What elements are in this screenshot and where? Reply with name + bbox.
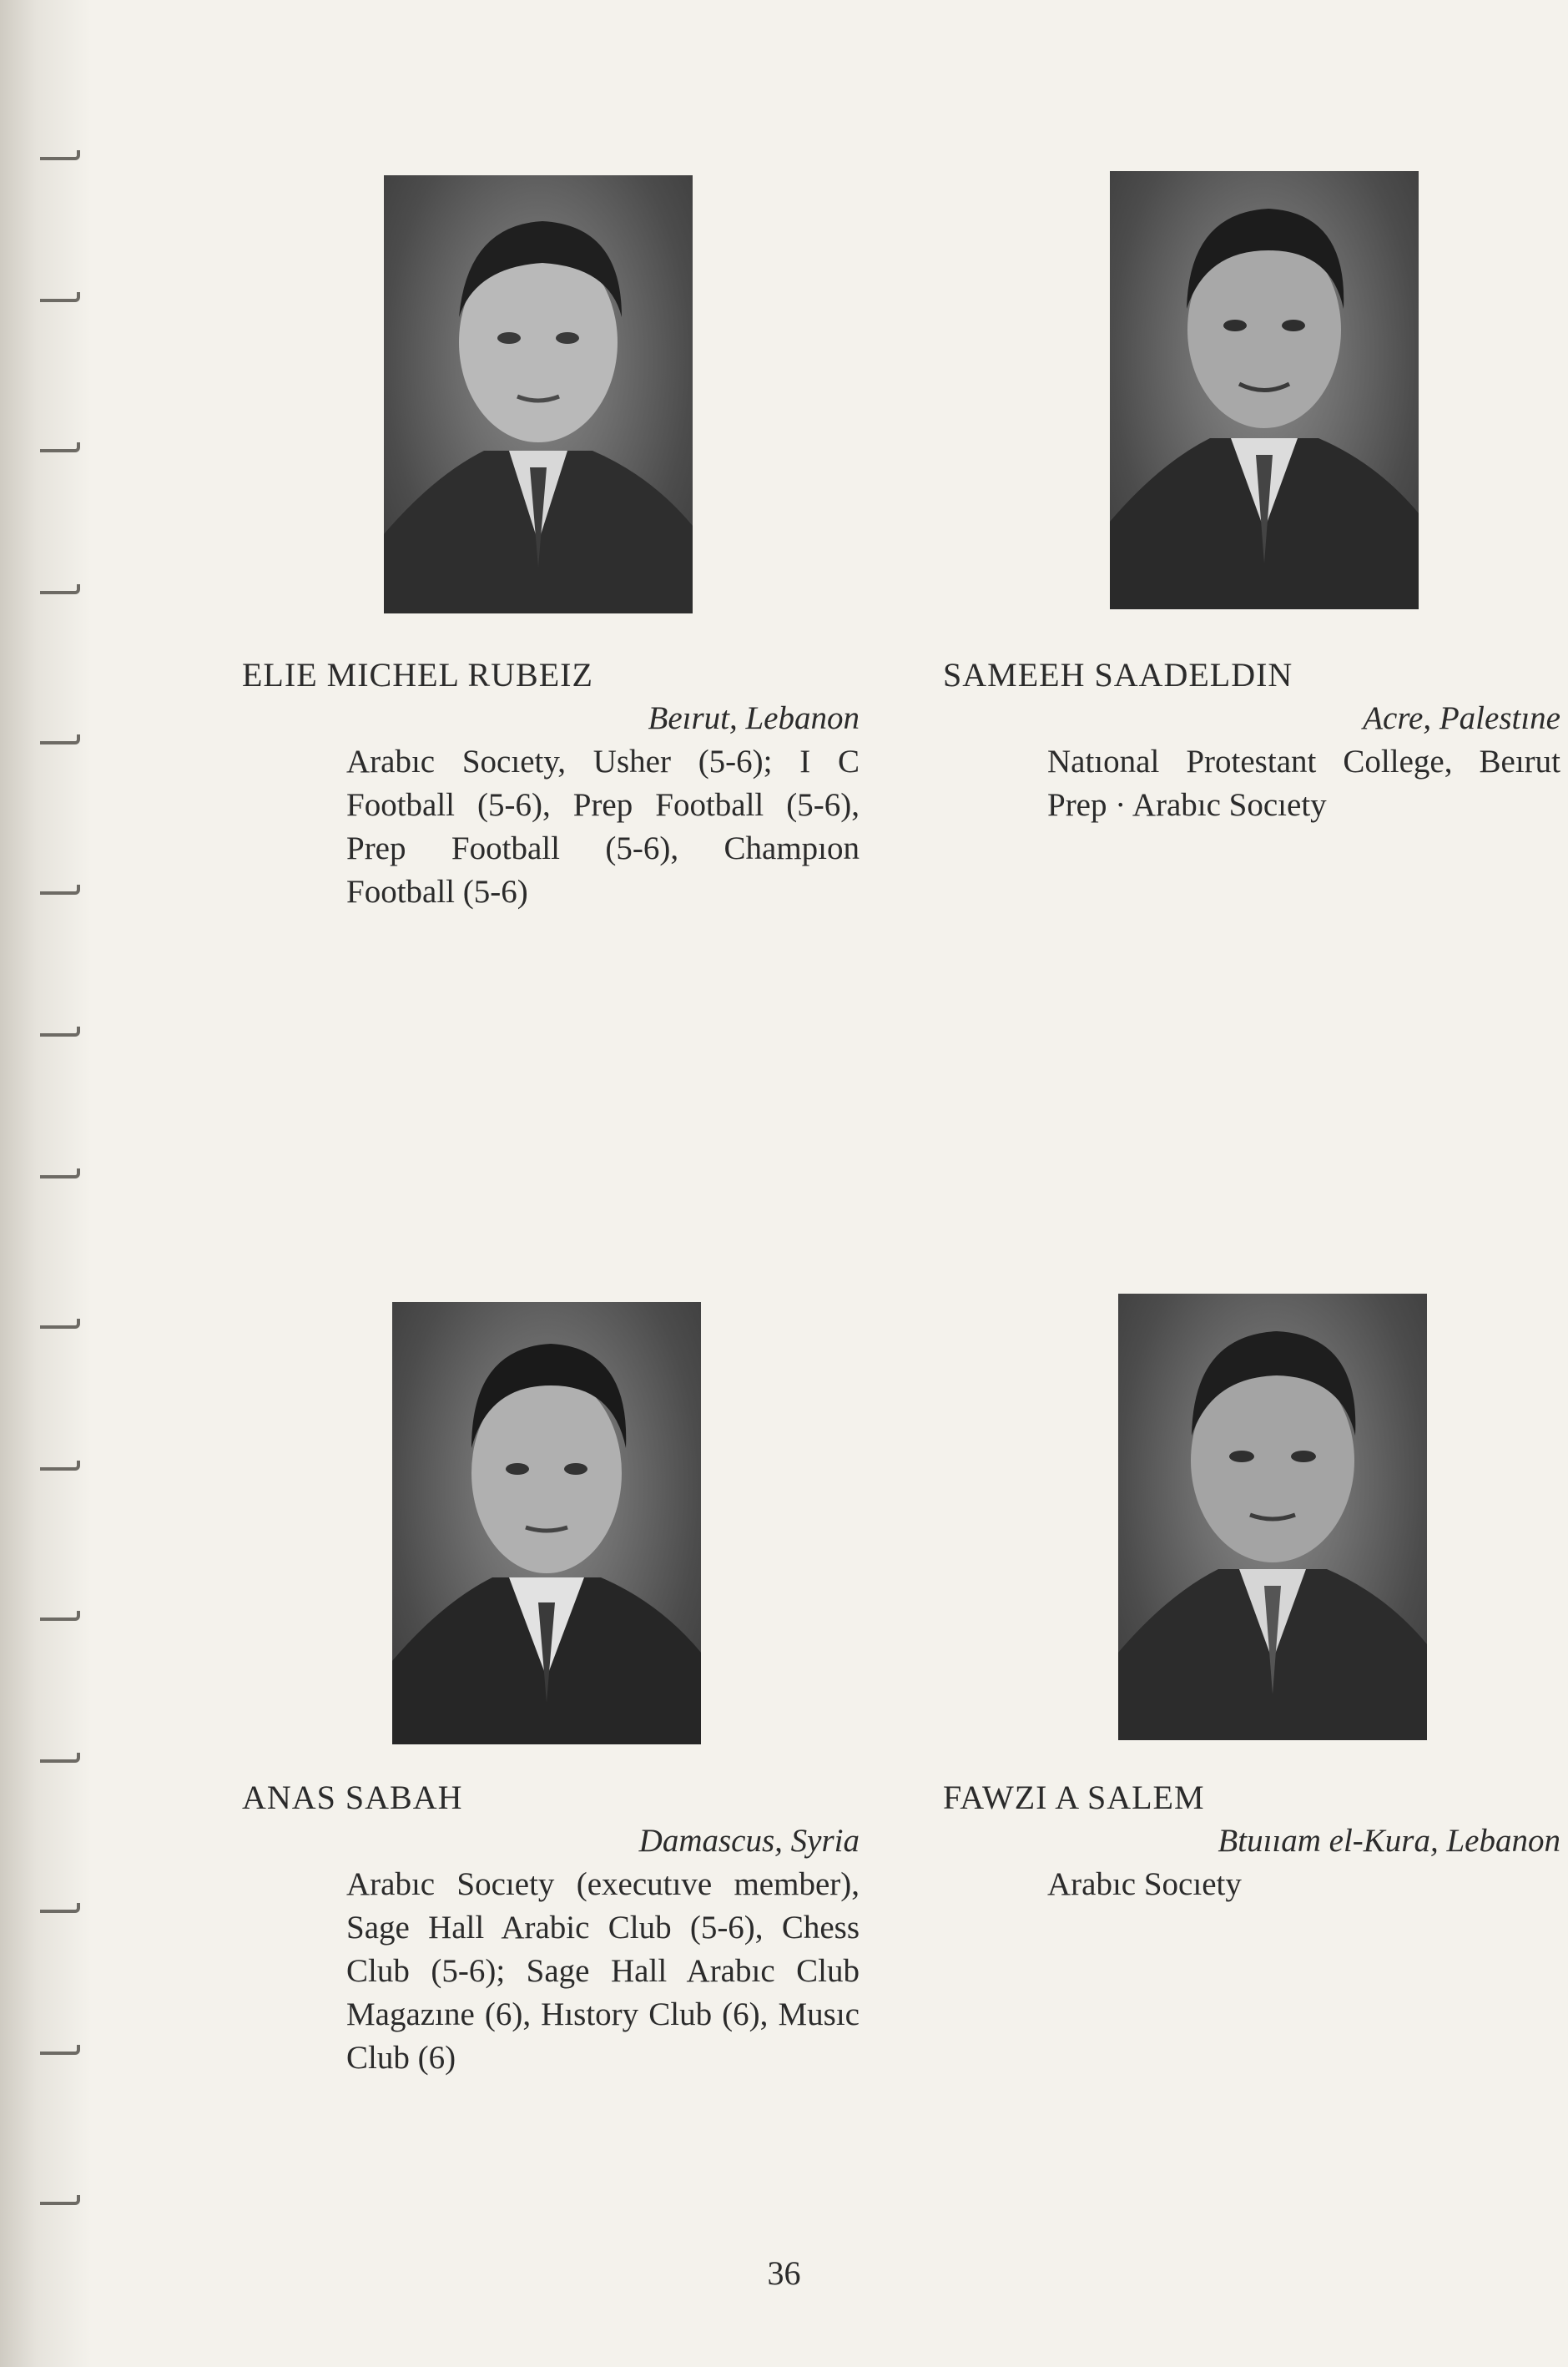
spiral-binding	[0, 0, 92, 2367]
binding-hole	[40, 885, 80, 895]
student-entry	[943, 1778, 1560, 1906]
portrait-silhouette-icon	[384, 175, 693, 613]
binding-hole	[40, 2195, 80, 2205]
binding-hole	[40, 292, 80, 302]
student-name: ANAS SABAH	[242, 1779, 463, 1816]
binding-hole	[40, 1461, 80, 1471]
student-activities: Arabıc Socıety, Usher (5-6); I C Football (5-6), Prep Football (5-6), Prep Football (5-6), Champıon Football (5-6)	[346, 744, 860, 910]
student-entry	[242, 1778, 860, 2080]
binding-hole	[40, 1753, 80, 1763]
binding-hole	[40, 1027, 80, 1037]
student-hometown: Btuııam el-Kura, Lebanon	[1218, 1823, 1560, 1859]
binding-hole	[40, 734, 80, 744]
binding-hole	[40, 1168, 80, 1178]
portrait-photo-sabah	[392, 1302, 701, 1744]
student-hometown: Damascus, Syria	[638, 1823, 860, 1859]
portrait-silhouette-icon	[1110, 171, 1419, 609]
binding-hole	[40, 584, 80, 594]
page-number: 36	[767, 2254, 801, 2292]
student-activities: Arabıc Socıety (executıve member), Sage Hall Arabic Club (5-6), Chess Club (5-6); Sage Hall Arabıc Club Magazıne (6), Hıstory Club (6), Musıc Club (6)	[346, 1866, 860, 2076]
student-name: SAMEEH SAADELDIN	[943, 656, 1293, 694]
binding-hole	[40, 1903, 80, 1913]
portrait-photo-rubeiz	[384, 175, 693, 613]
portrait-photo-saadeldin	[1110, 171, 1419, 609]
binding-hole	[40, 2045, 80, 2055]
portrait-silhouette-icon	[392, 1302, 701, 1744]
student-entry	[242, 655, 860, 914]
binding-hole	[40, 442, 80, 452]
student-entry	[943, 655, 1560, 827]
student-name: FAWZI A SALEM	[943, 1779, 1205, 1816]
student-name: ELIE MICHEL RUBEIZ	[242, 656, 593, 694]
student-hometown: Beırut, Lebanon	[648, 700, 860, 736]
student-activities: Arabıc Socıety	[1047, 1866, 1242, 1902]
student-hometown: Acre, Palestıne	[1363, 700, 1560, 736]
binding-hole	[40, 150, 80, 160]
binding-hole	[40, 1611, 80, 1621]
portrait-silhouette-icon	[1118, 1294, 1427, 1740]
portrait-photo-salem	[1118, 1294, 1427, 1740]
student-activities: Natıonal Protestant College, Beırut Prep · Arabıc Socıety	[1047, 744, 1560, 823]
binding-hole	[40, 1319, 80, 1329]
